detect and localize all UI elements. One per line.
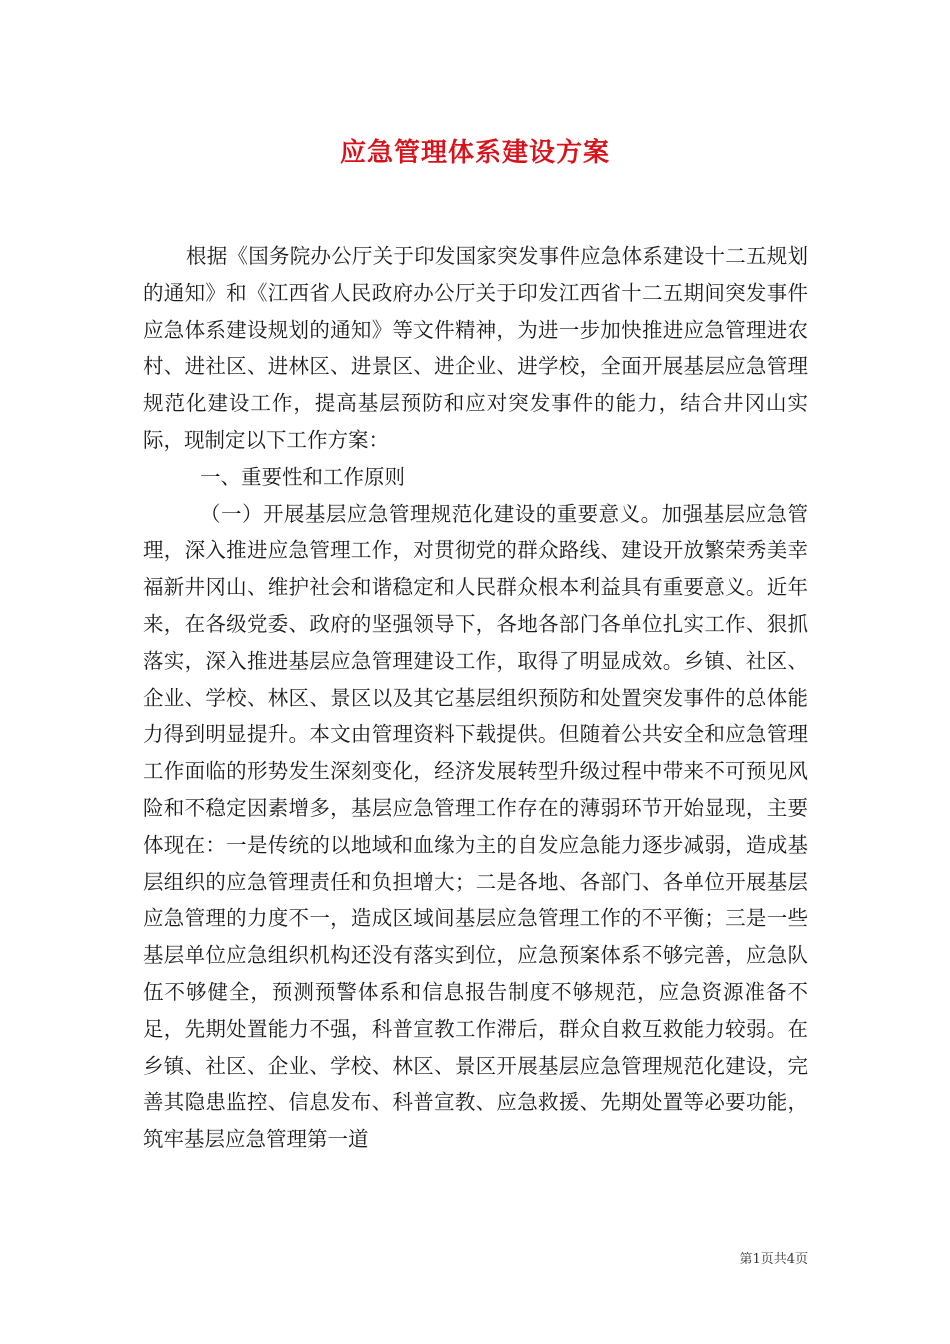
section-paragraph: （一）开展基层应急管理规范化建设的重要意义。加强基层应急管理，深入推进应急管理工作，对贯彻党的群众路线、建设开放繁荣秀美幸福新井冈山、维护社会和谐稳定和人民群众根本利益具有重要意义。近年来，在各级党委、政府的坚强领导下，各地各部门各单位扎实工作、狠抓落实，深入推进基层应急管理建设工作，取得了明显成效。乡镇、社区、企业、学校、林区、景区以及其它基层组织预防和处置突发事件的总体能力得到明显提升。本文由管理资料下载提供。但随着公共安全和应急管理工作面临的形势发生深刻变化，经济发展转型升级过程中带来不可预见风险和不稳定因素增多，基层应急管理工作存在的薄弱环节开始显现，主要体现在：一是传统的以地域和血缘为主的自发应急能力逐步减弱，造成基层组织的应急管理责任和负担增大；二是各地、各部门、各单位开展基层应急管理的力度不一，造成区域间基层应急管理工作的不平衡；三是一些基层单位应急组织机构还没有落实到位，应急预案体系不够完善，应急队伍不够健全，预测预警体系和信息报告制度不够规范，应急资源准备不足，先期处置能力不强，科普宣教工作滞后，群众自救互救能力较弱。在乡镇、社区、企业、学校、林区、景区开展基层应急管理规范化建设，完善其隐患监控、信息发布、科普宣教、应急救援、先期处置等必要功能，筑牢基层应急管理第一道 — [143, 501, 808, 1152]
page-number-footer: 第1页共4页 — [739, 1252, 808, 1267]
intro-paragraph: 根据《国务院办公厅关于印发国家突发事件应急体系建设十二五规划的通知》和《江西省人民政府办公厅关于印发江西省十二五期间突发事件应急体系建设规划的通知》等文件精神，为进一步加快推进应急管理进农村、进社区、进林区、进景区、进企业、进学校，全面开展基层应急管理规范化建设工作，提高基层预防和应对突发事件的能力，结合井冈山实际，现制定以下工作方案： — [143, 244, 808, 452]
document-body — [143, 238, 808, 1158]
section-heading: 一、重要性和工作原则 — [200, 464, 405, 489]
page-title: 应急管理体系建设方案 — [339, 138, 610, 168]
